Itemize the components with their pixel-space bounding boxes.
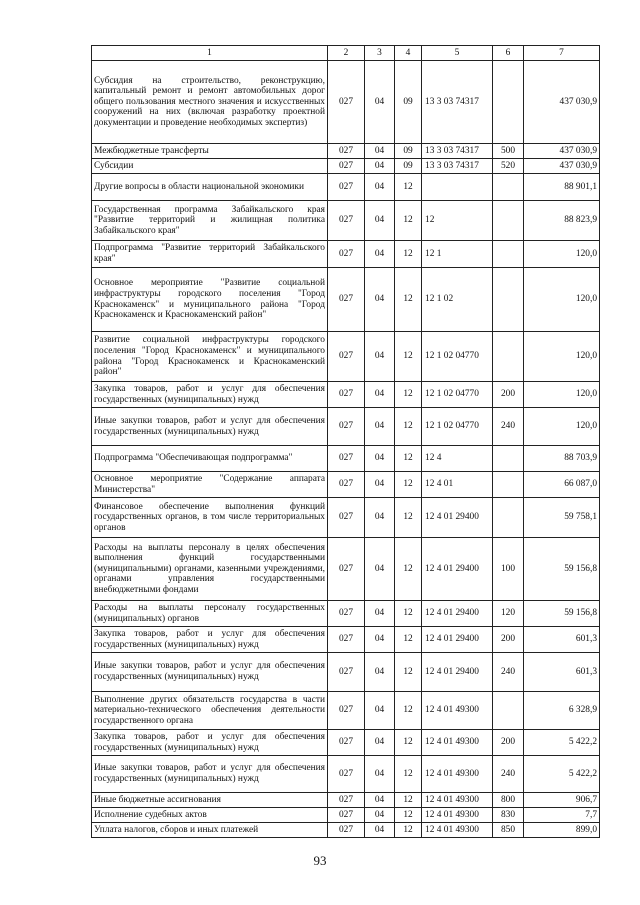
target-article-cell: 12 4 01 49300 xyxy=(422,692,493,730)
ministry-code-cell: 027 xyxy=(328,332,365,382)
expense-type-cell xyxy=(493,201,524,241)
table-row xyxy=(92,144,600,159)
table-body xyxy=(92,61,600,838)
header-cell: 6 xyxy=(493,46,524,61)
table-row xyxy=(92,446,600,472)
amount-cell: 59 758,1 xyxy=(524,498,600,538)
ministry-code-cell: 027 xyxy=(328,730,365,756)
target-article-cell: 12 xyxy=(422,201,493,241)
expense-type-cell: 200 xyxy=(493,627,524,653)
section-cell: 04 xyxy=(365,408,395,446)
header-cell: 7 xyxy=(524,46,600,61)
row-name-cell: Основное мероприятие "Развитие социальной инфраструктуры городского поселения "Город Краснокаменск" и муниципального района "Город Краснокаменск и Краснокаменский район" xyxy=(92,268,328,332)
subsection-cell: 12 xyxy=(395,201,422,241)
row-name-cell: Закупка товаров, работ и услуг для обеспечения государственных (муниципальных) нужд xyxy=(92,627,328,653)
expense-type-cell: 240 xyxy=(493,408,524,446)
expense-type-cell xyxy=(493,268,524,332)
subsection-cell: 12 xyxy=(395,498,422,538)
table-row xyxy=(92,756,600,793)
subsection-cell: 12 xyxy=(395,472,422,498)
header-cell: 1 xyxy=(92,46,328,61)
amount-cell: 5 422,2 xyxy=(524,730,600,756)
section-cell: 04 xyxy=(365,268,395,332)
amount-cell: 88 823,9 xyxy=(524,201,600,241)
table-row xyxy=(92,201,600,241)
ministry-code-cell: 027 xyxy=(328,268,365,332)
expense-type-cell xyxy=(493,498,524,538)
expense-type-cell xyxy=(493,692,524,730)
section-cell: 04 xyxy=(365,808,395,823)
ministry-code-cell: 027 xyxy=(328,446,365,472)
row-name-cell: Уплата налогов, сборов и иных платежей xyxy=(92,823,328,838)
row-name-cell: Исполнение судебных актов xyxy=(92,808,328,823)
row-name-cell: Иные закупки товаров, работ и услуг для обеспечения государственных (муниципальных) нужд xyxy=(92,408,328,446)
expense-type-cell: 120 xyxy=(493,601,524,627)
section-cell: 04 xyxy=(365,332,395,382)
subsection-cell: 09 xyxy=(395,61,422,144)
target-article-cell: 12 4 01 xyxy=(422,472,493,498)
target-article-cell: 12 4 01 29400 xyxy=(422,627,493,653)
row-name-cell: Расходы на выплаты персоналу государственных (муниципальных) органов xyxy=(92,601,328,627)
section-cell: 04 xyxy=(365,446,395,472)
expense-type-cell: 200 xyxy=(493,382,524,408)
subsection-cell: 12 xyxy=(395,808,422,823)
table-row xyxy=(92,730,600,756)
section-cell: 04 xyxy=(365,174,395,201)
section-cell: 04 xyxy=(365,823,395,838)
ministry-code-cell: 027 xyxy=(328,408,365,446)
target-article-cell: 12 1 02 xyxy=(422,268,493,332)
section-cell: 04 xyxy=(365,472,395,498)
target-article-cell: 12 4 01 49300 xyxy=(422,793,493,808)
ministry-code-cell: 027 xyxy=(328,601,365,627)
section-cell: 04 xyxy=(365,756,395,793)
amount-cell: 88 703,9 xyxy=(524,446,600,472)
table-row xyxy=(92,793,600,808)
expense-type-cell: 240 xyxy=(493,756,524,793)
ministry-code-cell: 027 xyxy=(328,808,365,823)
expense-type-cell xyxy=(493,174,524,201)
ministry-code-cell: 027 xyxy=(328,692,365,730)
table-row xyxy=(92,538,600,601)
target-article-cell: 12 1 xyxy=(422,241,493,268)
row-name-cell: Подпрограмма "Развитие территорий Забайкальского края" xyxy=(92,241,328,268)
target-article-cell: 12 1 02 04770 xyxy=(422,382,493,408)
amount-cell: 59 156,8 xyxy=(524,538,600,601)
section-cell: 04 xyxy=(365,61,395,144)
section-cell: 04 xyxy=(365,201,395,241)
row-name-cell: Закупка товаров, работ и услуг для обеспечения государственных (муниципальных) нужд xyxy=(92,382,328,408)
row-name-cell: Основное мероприятие "Содержание аппарата Министерства" xyxy=(92,472,328,498)
row-name-cell: Иные бюджетные ассигнования xyxy=(92,793,328,808)
header-row xyxy=(92,46,600,61)
section-cell: 04 xyxy=(365,653,395,692)
row-name-cell: Иные закупки товаров, работ и услуг для обеспечения государственных (муниципальных) нужд xyxy=(92,756,328,793)
section-cell: 04 xyxy=(365,382,395,408)
ministry-code-cell: 027 xyxy=(328,241,365,268)
ministry-code-cell: 027 xyxy=(328,498,365,538)
row-name-cell: Подпрограмма "Обеспечивающая подпрограмма" xyxy=(92,446,328,472)
amount-cell: 5 422,2 xyxy=(524,756,600,793)
amount-cell: 899,0 xyxy=(524,823,600,838)
table-row xyxy=(92,627,600,653)
header-cell: 5 xyxy=(422,46,493,61)
expense-type-cell: 240 xyxy=(493,653,524,692)
target-article-cell: 12 4 01 29400 xyxy=(422,653,493,692)
expense-type-cell: 850 xyxy=(493,823,524,838)
expense-type-cell xyxy=(493,446,524,472)
table-row xyxy=(92,653,600,692)
subsection-cell: 12 xyxy=(395,382,422,408)
expense-type-cell: 520 xyxy=(493,159,524,174)
target-article-cell: 13 3 03 74317 xyxy=(422,61,493,144)
target-article-cell: 12 4 01 49300 xyxy=(422,823,493,838)
row-name-cell: Иные закупки товаров, работ и услуг для обеспечения государственных (муниципальных) нужд xyxy=(92,653,328,692)
ministry-code-cell: 027 xyxy=(328,159,365,174)
subsection-cell: 12 xyxy=(395,756,422,793)
table-row xyxy=(92,241,600,268)
amount-cell: 601,3 xyxy=(524,627,600,653)
header-cell: 3 xyxy=(365,46,395,61)
section-cell: 04 xyxy=(365,730,395,756)
section-cell: 04 xyxy=(365,793,395,808)
header-cell: 4 xyxy=(395,46,422,61)
target-article-cell: 12 4 xyxy=(422,446,493,472)
ministry-code-cell: 027 xyxy=(328,61,365,144)
section-cell: 04 xyxy=(365,498,395,538)
ministry-code-cell: 027 xyxy=(328,144,365,159)
table-row xyxy=(92,808,600,823)
target-article-cell: 13 3 03 74317 xyxy=(422,144,493,159)
table-row xyxy=(92,498,600,538)
amount-cell: 6 328,9 xyxy=(524,692,600,730)
amount-cell: 120,0 xyxy=(524,408,600,446)
amount-cell: 120,0 xyxy=(524,241,600,268)
subsection-cell: 12 xyxy=(395,538,422,601)
table-header xyxy=(92,46,600,61)
subsection-cell: 12 xyxy=(395,241,422,268)
ministry-code-cell: 027 xyxy=(328,174,365,201)
subsection-cell: 12 xyxy=(395,653,422,692)
row-name-cell: Финансовое обеспечение выполнения функций государственных органов, в том числе территориальных органов xyxy=(92,498,328,538)
section-cell: 04 xyxy=(365,144,395,159)
subsection-cell: 12 xyxy=(395,174,422,201)
target-article-cell: 12 1 02 04770 xyxy=(422,408,493,446)
row-name-cell: Государственная программа Забайкальского края "Развитие территорий и жилищная политика Забайкальского края" xyxy=(92,201,328,241)
ministry-code-cell: 027 xyxy=(328,201,365,241)
table-row xyxy=(92,382,600,408)
target-article-cell: 12 1 02 04770 xyxy=(422,332,493,382)
table-row xyxy=(92,408,600,446)
target-article-cell: 12 4 01 29400 xyxy=(422,538,493,601)
budget-table xyxy=(91,45,600,838)
expense-type-cell: 500 xyxy=(493,144,524,159)
expense-type-cell: 830 xyxy=(493,808,524,823)
row-name-cell: Межбюджетные трансферты xyxy=(92,144,328,159)
table-row xyxy=(92,174,600,201)
subsection-cell: 12 xyxy=(395,730,422,756)
table-row xyxy=(92,332,600,382)
section-cell: 04 xyxy=(365,538,395,601)
table-row xyxy=(92,268,600,332)
target-article-cell: 12 4 01 29400 xyxy=(422,498,493,538)
page-number: 93 xyxy=(313,853,327,868)
table-row xyxy=(92,159,600,174)
subsection-cell: 09 xyxy=(395,159,422,174)
table-row xyxy=(92,823,600,838)
ministry-code-cell: 027 xyxy=(328,382,365,408)
ministry-code-cell: 027 xyxy=(328,627,365,653)
section-cell: 04 xyxy=(365,241,395,268)
subsection-cell: 12 xyxy=(395,601,422,627)
row-name-cell: Закупка товаров, работ и услуг для обеспечения государственных (муниципальных) нужд xyxy=(92,730,328,756)
subsection-cell: 09 xyxy=(395,144,422,159)
row-name-cell: Выполнение других обязательств государства в части материально-технического обеспечения деятельности государственного органа xyxy=(92,692,328,730)
subsection-cell: 12 xyxy=(395,627,422,653)
table-row xyxy=(92,601,600,627)
subsection-cell: 12 xyxy=(395,823,422,838)
expense-type-cell xyxy=(493,472,524,498)
amount-cell: 437 030,9 xyxy=(524,159,600,174)
amount-cell: 59 156,8 xyxy=(524,601,600,627)
expense-type-cell: 200 xyxy=(493,730,524,756)
target-article-cell xyxy=(422,174,493,201)
ministry-code-cell: 027 xyxy=(328,653,365,692)
target-article-cell: 12 4 01 49300 xyxy=(422,808,493,823)
amount-cell: 7,7 xyxy=(524,808,600,823)
target-article-cell: 13 3 03 74317 xyxy=(422,159,493,174)
row-name-cell: Расходы на выплаты персоналу в целях обеспечения выполнения функций государственными (муниципальными) органами, казенными учреждениями, органами управления государственными внебюджетными фондами xyxy=(92,538,328,601)
subsection-cell: 12 xyxy=(395,332,422,382)
expense-type-cell: 100 xyxy=(493,538,524,601)
row-name-cell: Развитие социальной инфраструктуры городского поселения "Город Краснокаменск" и муниципального района "Город Краснокаменск и Краснокаменский район" xyxy=(92,332,328,382)
expense-type-cell xyxy=(493,61,524,144)
amount-cell: 437 030,9 xyxy=(524,144,600,159)
row-name-cell: Субсидия на строительство, реконструкцию, капитальный ремонт и ремонт автомобильных дорог общего пользования местного значения и искусственных сооружений на них (включая разработку проектной документации и проведение необходимых экспертиз) xyxy=(92,61,328,144)
target-article-cell: 12 4 01 49300 xyxy=(422,756,493,793)
ministry-code-cell: 027 xyxy=(328,538,365,601)
section-cell: 04 xyxy=(365,692,395,730)
subsection-cell: 12 xyxy=(395,692,422,730)
amount-cell: 437 030,9 xyxy=(524,61,600,144)
subsection-cell: 12 xyxy=(395,446,422,472)
table-row xyxy=(92,472,600,498)
amount-cell: 120,0 xyxy=(524,268,600,332)
ministry-code-cell: 027 xyxy=(328,756,365,793)
expense-type-cell: 800 xyxy=(493,793,524,808)
ministry-code-cell: 027 xyxy=(328,793,365,808)
amount-cell: 906,7 xyxy=(524,793,600,808)
header-cell: 2 xyxy=(328,46,365,61)
row-name-cell: Субсидии xyxy=(92,159,328,174)
table-row xyxy=(92,692,600,730)
subsection-cell: 12 xyxy=(395,793,422,808)
table-row xyxy=(92,61,600,144)
amount-cell: 66 087,0 xyxy=(524,472,600,498)
ministry-code-cell: 027 xyxy=(328,472,365,498)
target-article-cell: 12 4 01 49300 xyxy=(422,730,493,756)
subsection-cell: 12 xyxy=(395,268,422,332)
amount-cell: 120,0 xyxy=(524,332,600,382)
section-cell: 04 xyxy=(365,627,395,653)
amount-cell: 120,0 xyxy=(524,382,600,408)
row-name-cell: Другие вопросы в области национальной экономики xyxy=(92,174,328,201)
expense-type-cell xyxy=(493,241,524,268)
amount-cell: 601,3 xyxy=(524,653,600,692)
section-cell: 04 xyxy=(365,601,395,627)
subsection-cell: 12 xyxy=(395,408,422,446)
ministry-code-cell: 027 xyxy=(328,823,365,838)
amount-cell: 88 901,1 xyxy=(524,174,600,201)
target-article-cell: 12 4 01 29400 xyxy=(422,601,493,627)
expense-type-cell xyxy=(493,332,524,382)
section-cell: 04 xyxy=(365,159,395,174)
